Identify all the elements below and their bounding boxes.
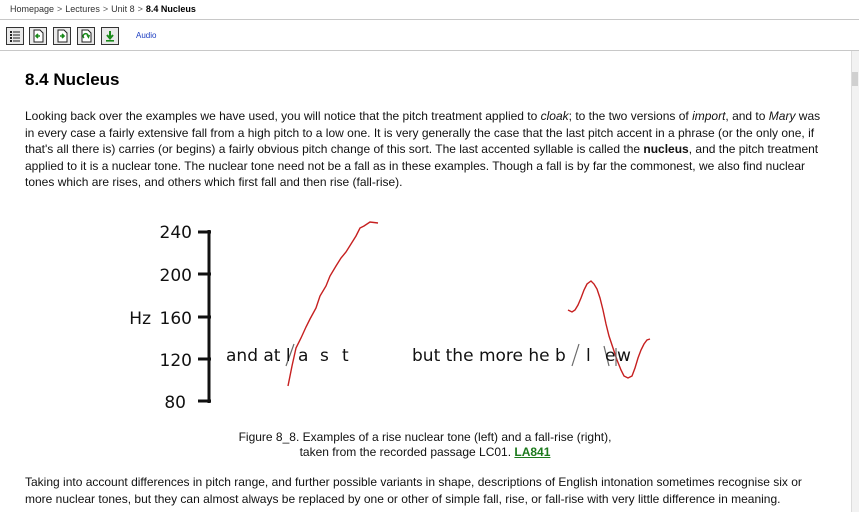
text-run: ; to the two versions of: [568, 109, 693, 123]
scrollbar-thumb[interactable]: [852, 72, 858, 86]
breadcrumb: [10, 4, 196, 14]
text-run: Looking back over the examples we have used, you will notice that the pitch treatment applied to: [25, 109, 541, 123]
breadcrumb-homepage[interactable]: Homepage: [10, 4, 55, 14]
next-page-button[interactable]: [53, 27, 71, 45]
segment-boundary: [572, 344, 579, 366]
axis-unit-label: Hz: [129, 309, 151, 329]
intro-paragraph: [25, 108, 825, 191]
page-back-icon: [31, 29, 45, 43]
refresh-page-button[interactable]: [77, 27, 95, 45]
contents-icon: [8, 29, 22, 43]
audio-link[interactable]: Audio: [136, 31, 157, 40]
contents-button[interactable]: [6, 27, 24, 45]
text-run: , and the pitch treatment applied to it is a nuclear tone. The nuclear tone need not be a fall as in these examples. Though a fall is by far the commonest, we also find nuclear tones which are rises, and others which first fall and then rise (fall-rise).: [25, 142, 819, 189]
phrase-letter-w: w: [617, 346, 631, 366]
closing-paragraph: Taking into account differences in pitch range, and further possible variants in shape, descriptions of English intonation sometimes recognise six or more nuclear tones, but they can almost always be replaced by one or other of simple fall, rise, or fall-rise with very little difference in meaning.: [25, 475, 802, 506]
vertical-scrollbar[interactable]: [851, 51, 859, 512]
caption-line-2: [200, 445, 650, 460]
phrase-letter-t: t: [342, 346, 349, 366]
audio-clip-link[interactable]: LA841: [514, 445, 551, 459]
toolbar-divider: [0, 50, 859, 51]
phrase-letter-s: s: [320, 346, 329, 366]
previous-page-button[interactable]: [29, 27, 47, 45]
tick-label-160: 160: [159, 309, 192, 329]
breadcrumb-separator: >: [102, 4, 109, 14]
tick-label-80: 80: [164, 393, 186, 413]
breadcrumb-current: 8.4 Nucleus: [145, 4, 196, 14]
emphasis-import: import: [692, 109, 726, 123]
breadcrumb-separator: >: [57, 4, 63, 14]
caption-line-1: Figure 8_8. Examples of a rise nuclear tone (left) and a fall-rise (right),: [238, 430, 612, 444]
phrase-letter-e: e: [605, 346, 616, 366]
page-forward-icon: [55, 29, 69, 43]
phrase-and-at-l: and at l: [226, 346, 291, 366]
phrase-but-the-more-he-b: but the more he b: [412, 346, 566, 366]
tick-label-120: 120: [159, 351, 192, 371]
breadcrumb-separator: >: [137, 4, 143, 14]
caption-text: taken from the recorded passage LC01.: [299, 445, 512, 459]
page-title: 8.4 Nucleus: [25, 70, 120, 89]
header-divider: [0, 19, 859, 20]
phrase-letter-a: a: [298, 346, 309, 366]
tick-label-200: 200: [159, 266, 192, 286]
emphasis-cloak: cloak: [540, 109, 569, 123]
tick-label-240: 240: [159, 223, 192, 243]
pitch-contour-figure: [120, 208, 680, 418]
text-run: , and to: [725, 109, 769, 123]
breadcrumb-unit[interactable]: Unit 8: [111, 4, 135, 14]
download-button[interactable]: [101, 27, 119, 45]
phrase-letter-l: l: [586, 346, 591, 366]
breadcrumb-lectures[interactable]: Lectures: [65, 4, 100, 14]
term-nucleus: nucleus: [643, 142, 689, 156]
page-refresh-icon: [79, 29, 93, 43]
download-icon: [103, 29, 117, 43]
toolbar: [0, 22, 859, 50]
text-run: was in every case a fairly extensive fall from a high pitch to a low one. It is very generally the case that the last pitch accent in a phrase (or the only one, if that's all there is) carries (or begins) a fairly obvious pitch change of this sort. The last accented syllable is called the: [25, 109, 821, 156]
figure-caption: [200, 430, 650, 460]
emphasis-mary: Mary: [768, 109, 796, 123]
